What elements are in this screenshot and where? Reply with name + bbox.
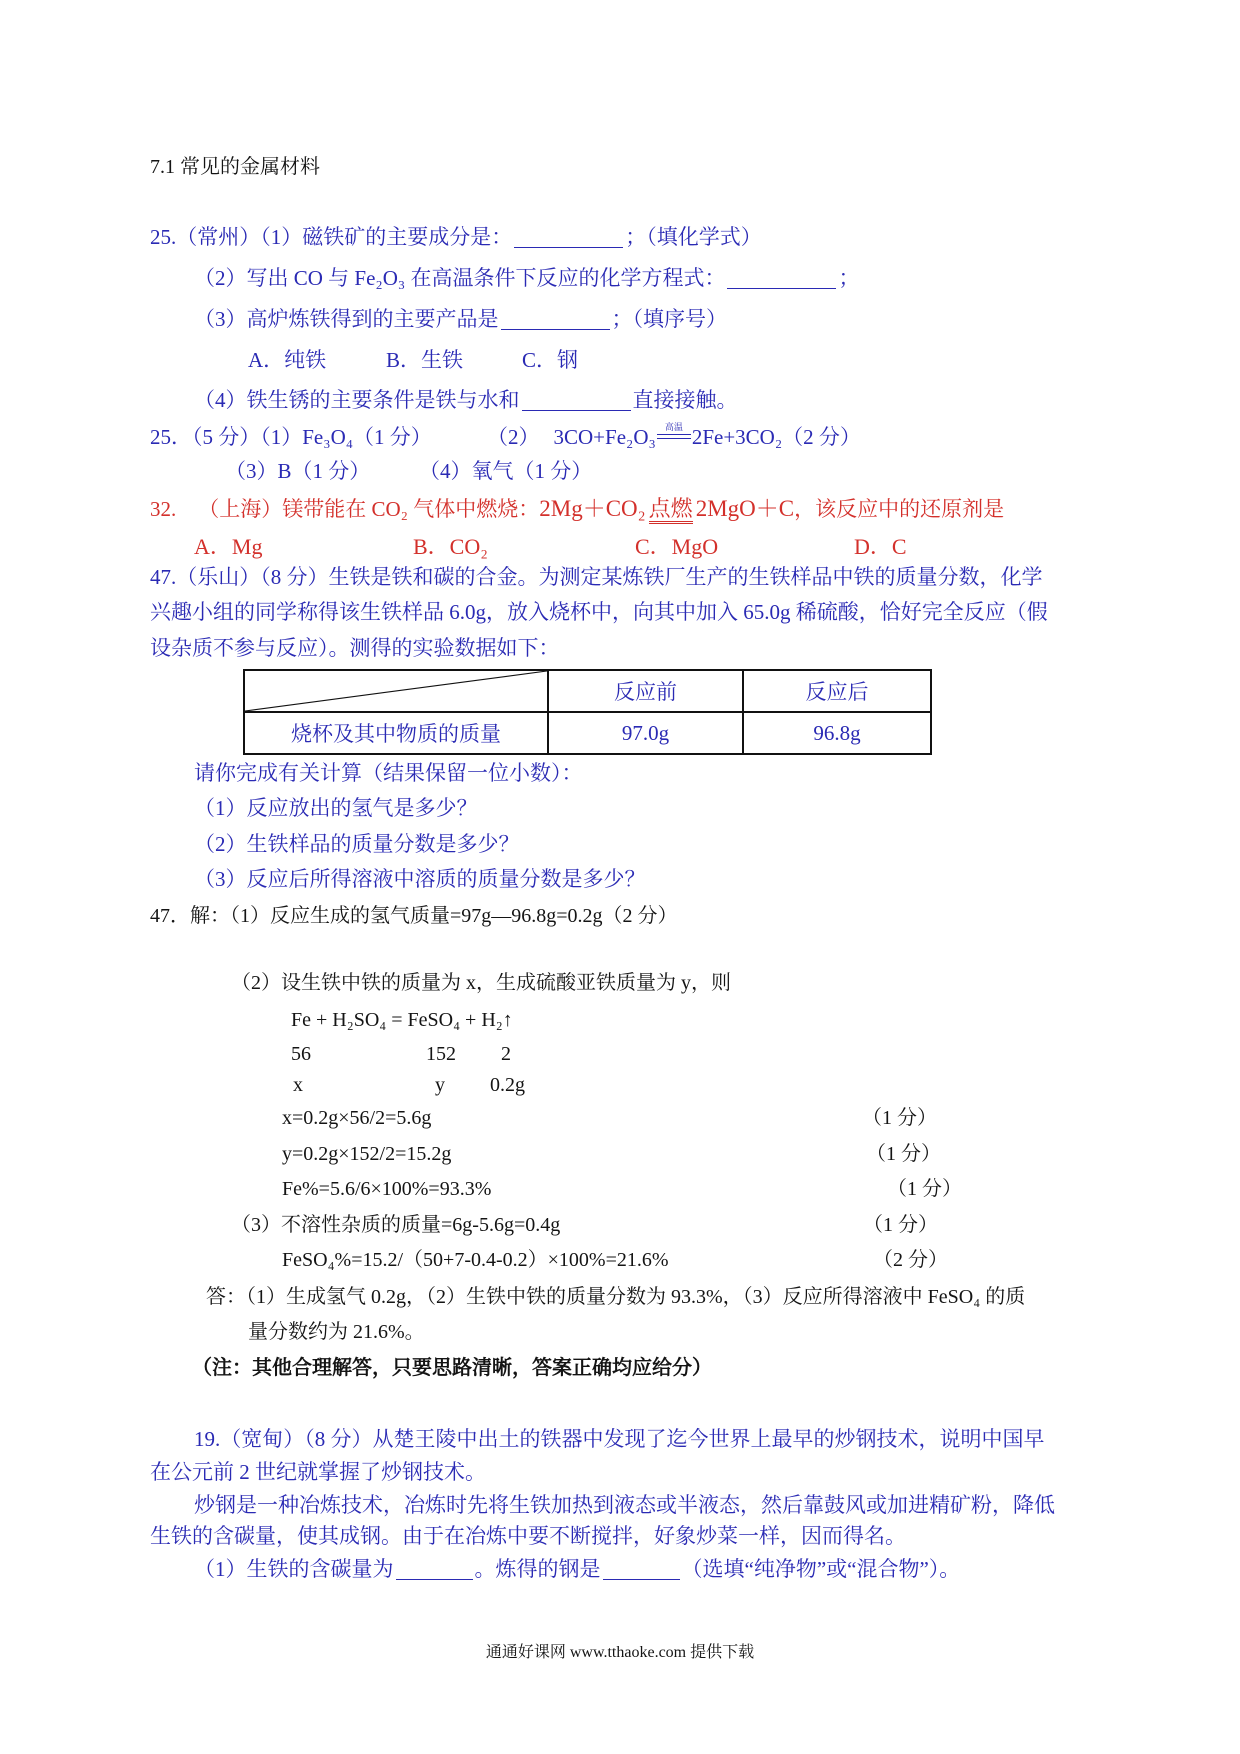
equation-products: 2Fe+3CO₂（2 分） — [691, 425, 861, 449]
hydrogen-mass: 0.2g — [490, 1074, 525, 1096]
table-row — [244, 712, 931, 754]
q19-text-line: 生铁的含碳量，使其成钢。由于在冶炼中要不断搅拌，好象炒菜一样，因而得名。 — [150, 1524, 906, 1548]
q47-stem-line: 设杂质不参与反应）。测得的实验数据如下： — [150, 636, 560, 660]
q47-stem-line: 47.（乐山）（8 分）生铁是铁和碳的合金。为测定某炼铁厂生产的生铁样品中铁的质量分数，化学 — [150, 565, 1043, 589]
answer-blank — [603, 1560, 680, 1580]
solution-step: Fe%=5.6/6×100%=93.3% — [282, 1178, 492, 1200]
q19-part1-text: （1）生铁的含碳量为 — [194, 1557, 394, 1581]
answer-blank — [727, 269, 836, 289]
step-score: （1 分） — [887, 1178, 962, 1200]
q32-stem-text: （上海）镁带能在 CO₂ 气体中燃烧： — [198, 497, 540, 521]
q47-subquestion: （1）反应放出的氢气是多少？ — [194, 796, 478, 820]
q47-subquestion: （2）生铁样品的质量分数是多少？ — [194, 832, 520, 856]
experiment-data-table — [243, 669, 932, 755]
q32-stem-tail: ，该反应中的还原剂是 — [794, 497, 1005, 521]
q25-part2-tail: ； — [838, 266, 860, 290]
q25-part1 — [150, 225, 762, 249]
step-score: （1 分） — [866, 1143, 941, 1165]
section-title: 7.1 常见的金属材料 — [150, 156, 320, 178]
q32-equation-condition: 点燃 — [649, 497, 693, 524]
q25-answer-part4: （4）氧气（1 分） — [419, 459, 593, 483]
q25-part2 — [194, 266, 859, 290]
q32-option-b: B．CO₂ — [413, 534, 488, 559]
q25-answer-part3: （3）B（1 分） — [225, 459, 371, 483]
solution-step: FeSO₄%=15.2/（50+7-0.4-0.2）×100%=21.6% — [282, 1249, 669, 1271]
q19-part1-middle: 。炼得的钢是 — [474, 1557, 601, 1581]
q25-option-b: B．生铁 — [386, 348, 464, 372]
q32-number: 32. — [150, 497, 177, 521]
solution-step: y=0.2g×152/2=15.2g — [282, 1143, 452, 1165]
table-header-row — [244, 670, 931, 712]
final-answer-line: 答：（1）生成氢气 0.2g，（2）生铁中铁的质量分数为 93.3%，（3）反应所得溶液中 FeSO₄ 的质 — [206, 1286, 1026, 1308]
q25-part2-text: （2）写出 CO 与 Fe₂O₃ 在高温条件下反应的化学方程式： — [194, 266, 726, 290]
answer-blank — [396, 1560, 473, 1580]
q25-part1-hint: ；（填化学式） — [625, 225, 762, 249]
q19-text-line: 炒钢是一种冶炼技术，冶炼时先将生铁加热到液态或半液态，然后靠鼓风或加进精矿粉，降低 — [194, 1493, 1055, 1517]
q25-option-c: C．钢 — [522, 348, 579, 372]
q32-equation-products: 2MgO＋C — [695, 496, 795, 521]
q25-answer-part2-label: （2） — [487, 425, 540, 449]
q32-option-c: C．MgO — [635, 534, 719, 559]
table-cell-after: 96.8g — [743, 712, 931, 754]
step-score: （1 分） — [863, 1214, 938, 1236]
q25-option-a: A．纯铁 — [248, 348, 327, 372]
step-score: （1 分） — [862, 1107, 937, 1129]
q25-answer-part1: 25．（5 分）（1）Fe₃O₄（1 分） — [150, 425, 432, 449]
answer-blank — [522, 391, 631, 411]
equation-condition: 高温 — [664, 422, 683, 432]
q25-part4-text: （4）铁生锈的主要条件是铁与水和 — [194, 388, 520, 412]
q47-instruction: 请你完成有关计算（结果保留一位小数）： — [194, 761, 583, 785]
q19-part1-hint: （选填“纯净物”或“混合物”）。 — [681, 1557, 961, 1581]
q25-part3-hint: ；（填序号） — [611, 307, 727, 331]
q32-equation-reactants: 2Mg＋CO₂ — [539, 496, 646, 521]
reaction-equation: Fe + H₂SO₄ = FeSO₄ + H₂↑ — [291, 1009, 513, 1031]
q25-part4 — [194, 388, 738, 412]
solution-step: （3）不溶性杂质的质量=6g-5.6g=0.4g — [231, 1214, 561, 1236]
step-score: （2 分） — [873, 1249, 948, 1271]
q25-answer-part2 — [487, 422, 861, 449]
q25-part4-tail: 直接接触。 — [632, 388, 738, 412]
q47-solution-part1: 47．解：（1）反应生成的氢气质量=97g—96.8g=0.2g（2 分） — [150, 905, 678, 927]
grading-note: （注：其他合理解答，只要思路清晰，答案正确均应给分） — [192, 1357, 712, 1379]
solution-step: x=0.2g×56/2=5.6g — [282, 1107, 432, 1129]
q25-part3-text: （3）高炉炼铁得到的主要产品是 — [194, 307, 499, 331]
equation-reactants: 3CO+Fe₂O₃ — [553, 425, 656, 449]
unknown-y: y — [435, 1074, 445, 1096]
table-corner-cell — [244, 670, 548, 712]
answer-blank — [514, 228, 623, 248]
table-row-label: 烧杯及其中物质的质量 — [244, 712, 548, 754]
final-answer-line: 量分数约为 21.6%。 — [248, 1321, 425, 1343]
table-header-before: 反应前 — [548, 670, 743, 712]
q19-part1 — [194, 1557, 960, 1581]
q19-text-line: 19.（宽甸）（8 分）从楚王陵中出土的铁器中发现了迄今世界上最早的炒钢技术，说明中国早 — [194, 1427, 1045, 1451]
molar-mass-feso4: 152 — [426, 1043, 456, 1065]
molar-mass-h2: 2 — [501, 1043, 511, 1065]
table-header-after: 反应后 — [743, 670, 931, 712]
q32-option-a: A．Mg — [194, 534, 263, 559]
q32-option-d: D．C — [854, 534, 907, 559]
q25-part1-text: 25.（常州）（1）磁铁矿的主要成分是： — [150, 225, 513, 249]
unknown-x: x — [293, 1074, 303, 1096]
q47-subquestion: （3）反应后所得溶液中溶质的质量分数是多少？ — [194, 867, 646, 891]
equation-sign — [657, 422, 691, 439]
table-cell-before: 97.0g — [548, 712, 743, 754]
q32-stem — [150, 497, 1004, 524]
diagonal-divider — [245, 671, 547, 711]
page-footer: 通通好课网 www.tthaoke.com 提供下载 — [485, 1644, 755, 1661]
q47-solution-part2-intro: （2）设生铁中铁的质量为 x，生成硫酸亚铁质量为 y，则 — [231, 972, 731, 994]
answer-blank — [501, 310, 610, 330]
q47-stem-line: 兴趣小组的同学称得该生铁样品 6.0g，放入烧杯中，向其中加入 65.0g 稀硫酸，恰好完全反应（假 — [150, 600, 1048, 624]
q25-part3 — [194, 307, 727, 331]
molar-mass-fe: 56 — [291, 1043, 311, 1065]
q19-text-line: 在公元前 2 世纪就掌握了炒钢技术。 — [150, 1460, 486, 1484]
